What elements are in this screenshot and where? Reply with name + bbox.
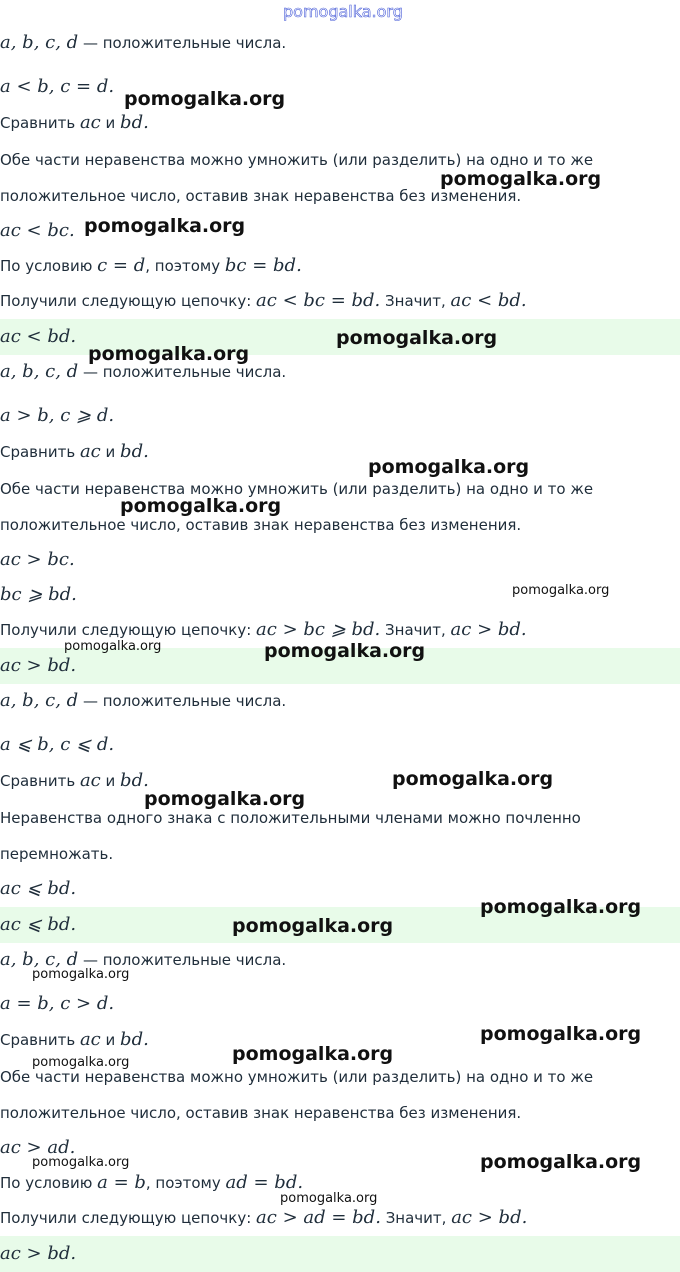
block2-chain	[0, 620, 680, 640]
cond-math2: bc = bd.	[224, 255, 302, 276]
block4-given	[0, 994, 680, 1014]
block1-rule-line2: положительное число, оставив знак неравенства без изменения.	[0, 187, 522, 205]
watermark: pomogalka.org	[32, 967, 130, 982]
chain-result: ac > bd.	[451, 1207, 528, 1228]
compare-prefix: Сравнить	[0, 772, 80, 790]
answer-math: ac < bd.	[0, 326, 77, 347]
chain-prefix: Получили следующую цепочку:	[0, 292, 257, 310]
chain-math: ac < bc = bd.	[256, 290, 381, 311]
watermark: pomogalka.org	[480, 1151, 642, 1173]
compare-a: ac	[79, 770, 101, 791]
watermark: pomogalka.org	[32, 1155, 130, 1170]
compare-a: ac	[79, 441, 101, 462]
block4-rule-line2: положительное число, оставив знак неравенства без изменения.	[0, 1104, 522, 1122]
block4-chain	[0, 1208, 680, 1228]
block4-condition	[0, 1173, 680, 1193]
compare-prefix: Сравнить	[0, 1031, 80, 1049]
watermark: pomogalka.org	[232, 1043, 394, 1065]
watermark: pomogalka.org	[336, 327, 498, 349]
chain-mid: Значит,	[380, 621, 451, 639]
block4-variables: a, b, c, d	[0, 949, 79, 970]
watermark: pomogalka.org	[440, 168, 602, 190]
cond-math2: ad = bd.	[225, 1172, 304, 1193]
answer-math: ac ⩽ bd.	[0, 914, 77, 935]
watermark: pomogalka.org	[124, 88, 286, 110]
watermark: pomogalka.org	[264, 640, 426, 662]
block1-compare	[0, 113, 680, 133]
watermark: pomogalka.org	[232, 915, 394, 937]
watermark: pomogalka.org	[64, 639, 162, 654]
watermark: pomogalka.org	[280, 1191, 378, 1206]
watermark: pomogalka.org	[32, 1055, 130, 1070]
chain-prefix: Получили следующую цепочку:	[0, 1209, 257, 1227]
watermark-top: pomogalka.org	[283, 2, 403, 21]
cond-mid: , поэтому	[145, 257, 225, 275]
block2-rule-line1: Обе части неравенства можно умножить (или разделить) на одно и то же	[0, 480, 594, 498]
chain-prefix: Получили следующую цепочку:	[0, 621, 257, 639]
block3-intro-text: — положительные числа.	[82, 692, 287, 710]
block2-intro-text: — положительные числа.	[82, 363, 287, 381]
block2-intro	[0, 362, 680, 382]
compare-and: и	[100, 772, 121, 790]
block4-rule-line1: Обе части неравенства можно умножить (или разделить) на одно и то же	[0, 1068, 594, 1086]
block3-given-math: a ⩽ b, c ⩽ d.	[0, 734, 115, 755]
chain-mid: Значит,	[380, 1209, 452, 1227]
block1-rule-line1: Обе части неравенства можно умножить (или разделить) на одно и то же	[0, 151, 594, 169]
block2-given-math: a > b, c ⩾ d.	[0, 405, 115, 426]
chain-result: ac < bd.	[450, 290, 527, 311]
compare-a: ac	[79, 112, 101, 133]
block3-given	[0, 735, 680, 755]
compare-and: и	[100, 443, 121, 461]
block1-condition	[0, 256, 680, 276]
compare-and: и	[100, 114, 121, 132]
cond-mid: , поэтому	[145, 1174, 226, 1192]
step-math: ac > bc.	[0, 549, 75, 570]
cond-math1: a = b	[97, 1172, 146, 1193]
compare-prefix: Сравнить	[0, 114, 80, 132]
watermark: pomogalka.org	[84, 215, 246, 237]
block1-intro	[0, 33, 680, 53]
chain-math: ac > bc ⩾ bd.	[256, 619, 381, 640]
answer-math: ac > bd.	[0, 1243, 77, 1264]
block2-compare	[0, 442, 680, 462]
block2-variables: a, b, c, d	[0, 361, 79, 382]
compare-b: bd.	[120, 770, 149, 791]
block2-rule-line2: положительное число, оставив знак неравенства без изменения.	[0, 516, 522, 534]
compare-b: bd.	[120, 1029, 149, 1050]
watermark: pomogalka.org	[368, 456, 530, 478]
step-math: ac < bc.	[0, 220, 75, 241]
cond-prefix: По условию	[0, 257, 98, 275]
compare-a: ac	[79, 1029, 101, 1050]
block3-rule-line1: Неравенства одного знака с положительными членами можно почленно	[0, 809, 581, 827]
watermark: pomogalka.org	[392, 768, 554, 790]
block2-given	[0, 406, 680, 426]
watermark: pomogalka.org	[512, 583, 610, 598]
block3-variables: a, b, c, d	[0, 690, 79, 711]
cond-math1: c = d	[97, 255, 146, 276]
block2-step1	[0, 550, 680, 570]
answer-math: ac > bd.	[0, 655, 77, 676]
compare-b: bd.	[120, 112, 149, 133]
watermark: pomogalka.org	[480, 896, 642, 918]
watermark: pomogalka.org	[88, 343, 250, 365]
block4-given-math: a = b, c > d.	[0, 993, 115, 1014]
block1-intro-text: — положительные числа.	[82, 34, 287, 52]
chain-math: ac > ad = bd.	[256, 1207, 381, 1228]
step-math: ac ⩽ bd.	[0, 878, 77, 899]
chain-result: ac > bd.	[450, 619, 527, 640]
block3-intro	[0, 691, 680, 711]
block1-chain	[0, 291, 680, 311]
block1-given-math: a < b, c = d.	[0, 76, 115, 97]
watermark: pomogalka.org	[120, 495, 282, 517]
block1-variables: a, b, c, d	[0, 32, 79, 53]
chain-mid: Значит,	[380, 292, 451, 310]
block4-answer	[0, 1236, 680, 1272]
block4-intro-text: — положительные числа.	[82, 951, 287, 969]
compare-and: и	[100, 1031, 121, 1049]
step-math: ac > ad.	[0, 1137, 76, 1158]
block1-given	[0, 77, 680, 97]
step-math: bc ⩾ bd.	[0, 584, 77, 605]
watermark: pomogalka.org	[480, 1023, 642, 1045]
cond-prefix: По условию	[0, 1174, 98, 1192]
compare-prefix: Сравнить	[0, 443, 80, 461]
watermark: pomogalka.org	[144, 788, 306, 810]
block3-rule-line2: перемножать.	[0, 845, 114, 863]
block3-compare	[0, 771, 680, 791]
compare-b: bd.	[120, 441, 149, 462]
